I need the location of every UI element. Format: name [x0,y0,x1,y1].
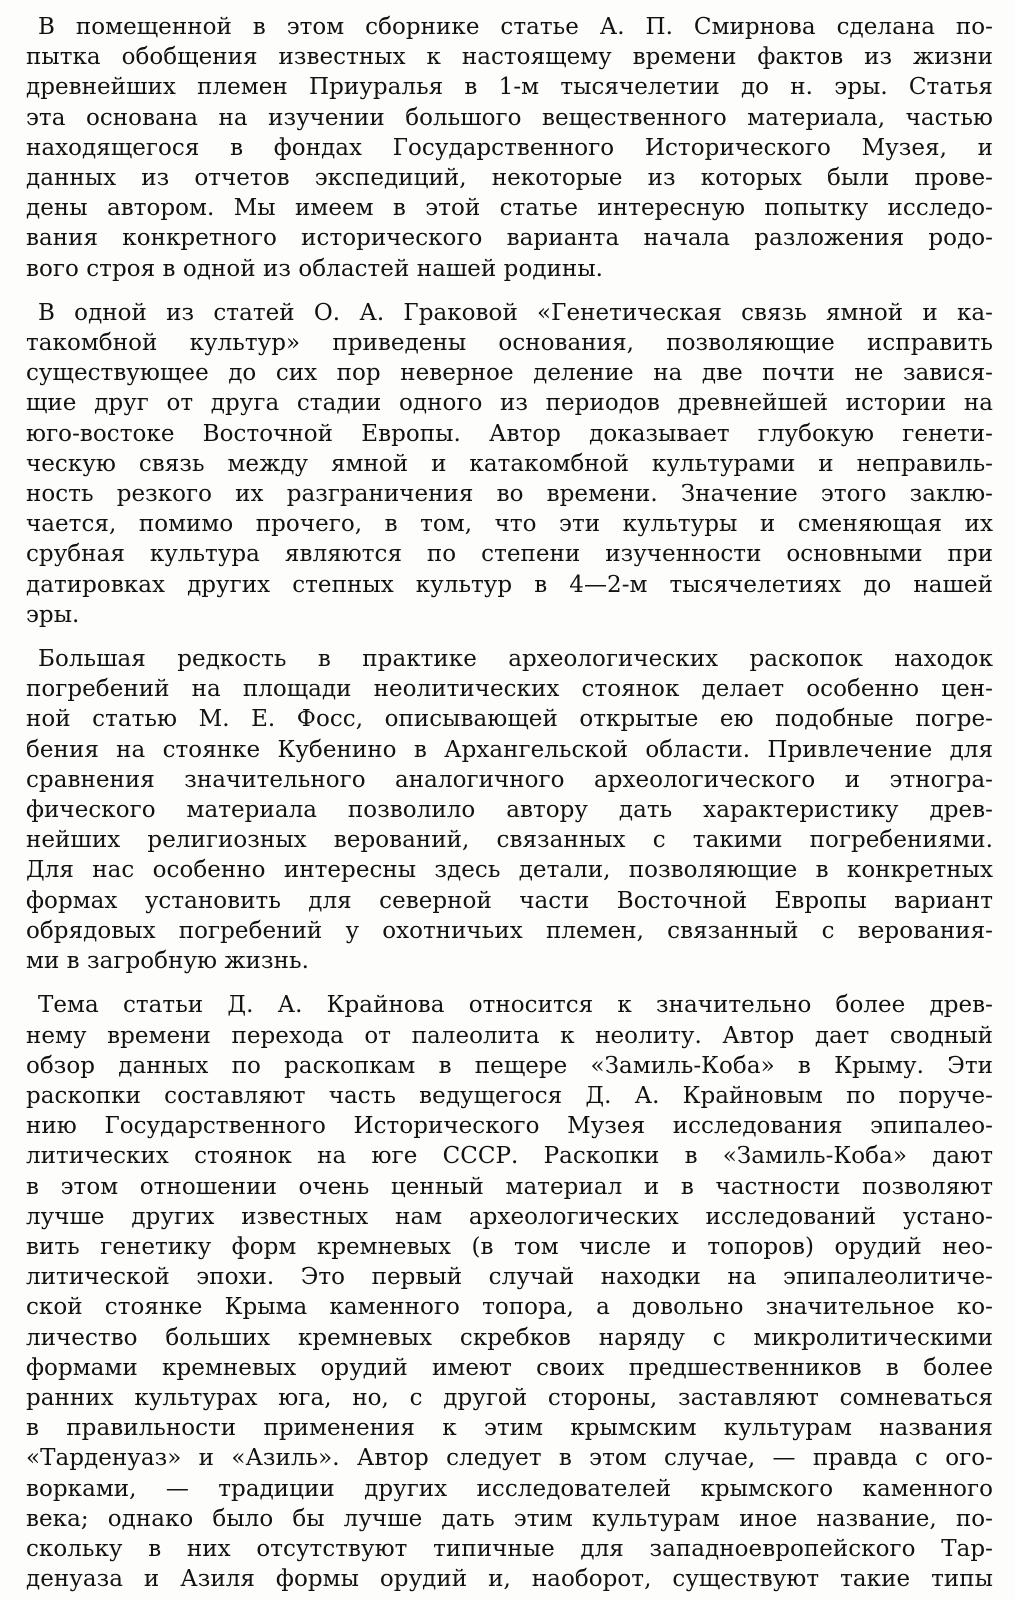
text-line: вания конкретного исторического варианта начала разложения родо- [26,225,993,252]
paragraph-foss [26,644,993,976]
text-line: пытка обобщения известных к настоящему времени фактов из жизни [26,44,993,71]
text-line: формах установить для северной части Восточной Европы вариант [26,887,993,914]
paragraph-grakova [26,298,993,630]
text-line: обрядовых погребений у охотничьих племен, связанный с верования- [26,917,993,944]
text-line: ской стоянке Крыма каменного топора, а довольно значительное ко- [26,1294,993,1321]
text-line: В помещенной в этом сборнике статье А. П. Смирнова сделана по- [38,14,993,40]
text-line: существующее до сих пор неверное деление на две почти не завися- [26,360,993,387]
text-line: Большая редкость в практике археологических раскопок находок [38,646,993,673]
text-line: ми в загробную жизнь. [26,948,309,975]
text-line: датировках других степных культур в 4—2-м тысячелетиях до нашей [26,571,993,598]
text-line: находящегося в фондах Государственного Исторического Музея, и [26,134,993,161]
text-line: ной статью М. Е. Фосс, описывающей открытые ею подобные погре- [26,706,993,733]
text-line: юго-востоке Восточной Европы. Автор доказывает глубокую генети- [26,420,993,447]
text-line: ранних культурах юга, но, с другой стороны, заставляют сомневаться [26,1384,993,1411]
text-line: вить генетику форм кремневых (в том числе и топоров) орудий нео- [26,1233,993,1260]
text-line: ность резкого их разграничения во времени. Значение этого заклю- [26,481,993,508]
text-line: в этом отношении очень ценный материал и в частности позволяют [26,1173,993,1200]
text-line: фического материала позволило автору дать характеристику древ- [26,797,993,824]
text-line: В одной из статей О. А. Граковой «Генетическая связь ямной и ка- [38,299,993,326]
text-line: щие друг от друга стадии одного из периодов древнейшей истории на [26,390,993,417]
text-line: такомбной культур» приведены основания, позволяющие исправить [26,330,993,357]
text-line: обзор данных по раскопкам в пещере «Замиль-Коба» в Крыму. Эти [26,1052,993,1079]
text-line: скольку в них отсутствуют типичные для западноевропейского Тар- [26,1535,993,1562]
text-line: в правильности применения к этим крымским культурам названия [26,1415,993,1442]
paragraph-smirnov [26,12,993,284]
text-line: дены автором. Мы имеем в этой статье интересную попытку исследо- [26,195,993,222]
text-line: ческую связь между ямной и катакомбной культурами и неправиль- [26,450,993,477]
text-line: срубная культура являются по степени изученности основными при [26,541,993,568]
text-line: данных из отчетов экспедиций, некоторые из которых были прове- [26,165,993,192]
text-line: погребений на площади неолитических стоянок делает особенно цен- [26,676,993,703]
text-line: ворками, — традиции других исследователей крымского каменного [26,1475,993,1502]
text-line: бения на стоянке Кубенино в Архангельской области. Привлечение для [26,736,993,763]
text-line: лучше других известных нам археологических исследований устано- [26,1203,993,1230]
text-line: вого строя в одной из областей нашей родины. [26,255,604,282]
text-line: нейших религиозных верований, связанных с такими погребениями. [26,827,993,854]
text-line: нему времени перехода от палеолита к неолиту. Автор дает сводный [26,1022,993,1049]
text-line: сравнения значительного аналогичного археологического и этногра- [26,766,993,793]
text-line: литической эпохи. Это первый случай находки на эпипалеолитиче- [26,1264,993,1291]
text-line: раскопки составляют часть ведущегося Д. А. Крайновым по поруче- [26,1082,993,1109]
text-line: литических стоянок на юге СССР. Раскопки в «Замиль-Коба» дают [26,1143,993,1170]
text-line: нию Государственного Исторического Музея исследования эпипалео- [26,1113,993,1140]
text-line: чается, помимо прочего, в том, что эти культуры и сменяющая их [26,511,993,538]
text-line: Для нас особенно интересны здесь детали, позволяющие в конкретных [26,857,993,884]
text-line: века; однако было бы лучше дать этим культурам иное название, по- [26,1505,993,1532]
text-line: «Тарденуаз» и «Азиль». Автор следует в этом случае, — правда с ого- [26,1445,993,1472]
text-line: древнейших племен Приуралья в 1-м тысячелетии до н. эры. Статья [26,74,993,101]
paragraph-krainov [26,990,993,1594]
text-line: личество больших кремневых скребков наряду с микролитическими [26,1324,993,1351]
text-line: формами кремневых орудий имеют своих предшественников в более [26,1354,993,1381]
text-line: Тема статьи Д. А. Крайнова относится к значительно более древ- [38,992,993,1019]
text-line: эта основана на изучении большого вещественного материала, частью [26,104,993,131]
text-line: эры. [26,601,80,628]
text-line: денуаза и Азиля формы орудий и, наоборот, существуют такие типы [26,1566,993,1593]
